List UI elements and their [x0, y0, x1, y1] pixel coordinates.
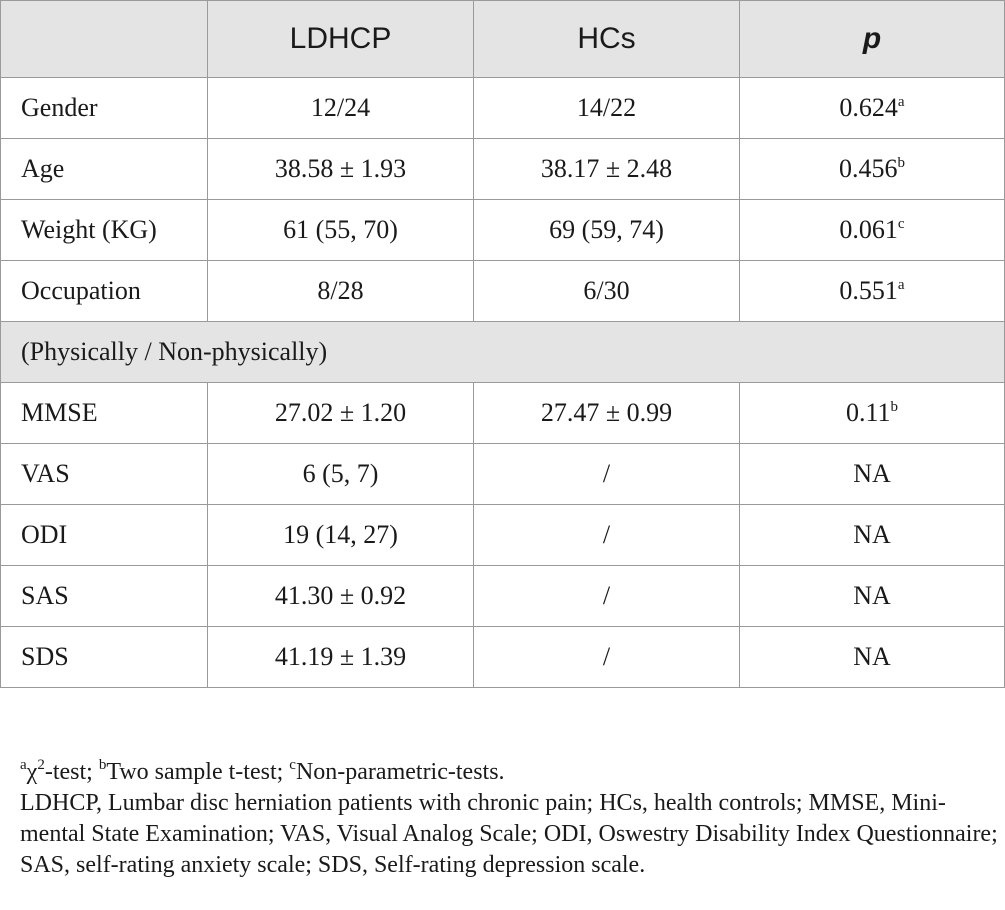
- table-footnotes: [20, 757, 1000, 881]
- footnote-mark-b: b: [98, 757, 107, 773]
- hcs-value: /: [474, 505, 740, 566]
- p-value: 0.551$^a$: [740, 261, 1005, 322]
- row-label: ODI: [1, 505, 208, 566]
- footnote-c-text: Non-parametric-tests.: [295, 759, 505, 785]
- chi-symbol: χ: [26, 759, 38, 785]
- ldhcp-value: 27.02 ± 1.20: [208, 383, 474, 444]
- hcs-value: 27.47 ± 0.99: [474, 383, 740, 444]
- subheader-label: (Physically / Non-physically): [1, 322, 1005, 383]
- header-ldhcp: LDHCP: [208, 1, 474, 78]
- ldhcp-value: 61 (55, 70): [208, 200, 474, 261]
- ldhcp-value: 41.19 ± 1.39: [208, 627, 474, 688]
- hcs-value: /: [474, 627, 740, 688]
- table-row: [1, 383, 1005, 444]
- hcs-value: 38.17 ± 2.48: [474, 139, 740, 200]
- table-row: [1, 200, 1005, 261]
- footnote-b-text: Two sample t-test;: [106, 759, 290, 785]
- footnote-mark-a: a: [20, 757, 27, 773]
- hcs-value: /: [474, 444, 740, 505]
- p-superscript: b: [897, 155, 905, 171]
- row-label: Weight (KG): [1, 200, 208, 261]
- ldhcp-value: 38.58 ± 1.93: [208, 139, 474, 200]
- p-superscript: a: [897, 94, 905, 110]
- hcs-value: /: [474, 566, 740, 627]
- hcs-value: 14/22: [474, 78, 740, 139]
- row-label: MMSE: [1, 383, 208, 444]
- header-hcs: HCs: [474, 1, 740, 78]
- p-value: 0.061$^c$: [740, 200, 1005, 261]
- footnote-mark-c: c: [289, 757, 296, 773]
- ldhcp-value: 12/24: [208, 78, 474, 139]
- p-value: 0.11$^b$: [740, 383, 1005, 444]
- header-empty: [1, 1, 208, 78]
- table-row: [1, 627, 1005, 688]
- row-label: Age: [1, 139, 208, 200]
- p-superscript: c: [897, 216, 905, 232]
- p-value: NA: [740, 566, 1005, 627]
- ldhcp-value: 19 (14, 27): [208, 505, 474, 566]
- hcs-value: 6/30: [474, 261, 740, 322]
- chi-squared-exponent: 2: [37, 757, 45, 773]
- row-label: Occupation: [1, 261, 208, 322]
- table-row: [1, 505, 1005, 566]
- p-value: NA: [740, 505, 1005, 566]
- table-row: [1, 78, 1005, 139]
- p-value: NA: [740, 444, 1005, 505]
- ldhcp-value: 8/28: [208, 261, 474, 322]
- table-row: [1, 566, 1005, 627]
- table-header-row: [1, 1, 1005, 78]
- footnote-abbreviations: LDHCP, Lumbar disc herniation patients with chronic pain; HCs, health controls; MMSE, Mini-mental State Examination; VAS, Visual Analog Scale; ODI, Oswestry Disability Index Questionnaire; SAS, self-rating anxiety scale; SDS, Self-rating depression scale.: [20, 790, 998, 878]
- table-row: [1, 444, 1005, 505]
- p-value: NA: [740, 627, 1005, 688]
- table-row: [1, 261, 1005, 322]
- footnote-a-text: -test;: [44, 759, 99, 785]
- ldhcp-value: 6 (5, 7): [208, 444, 474, 505]
- p-superscript: a: [897, 277, 905, 293]
- row-label: VAS: [1, 444, 208, 505]
- p-value: 0.624$^a$: [740, 78, 1005, 139]
- row-label: SDS: [1, 627, 208, 688]
- p-superscript: b: [890, 399, 899, 415]
- row-label: SAS: [1, 566, 208, 627]
- table-row: [1, 139, 1005, 200]
- table-subheader-row: [1, 322, 1005, 383]
- row-label: Gender: [1, 78, 208, 139]
- hcs-value: 69 (59, 74): [474, 200, 740, 261]
- ldhcp-value: 41.30 ± 0.92: [208, 566, 474, 627]
- p-value: 0.456$^b$: [740, 139, 1005, 200]
- footnote-tests: [20, 757, 1000, 788]
- header-p: p: [740, 1, 1005, 78]
